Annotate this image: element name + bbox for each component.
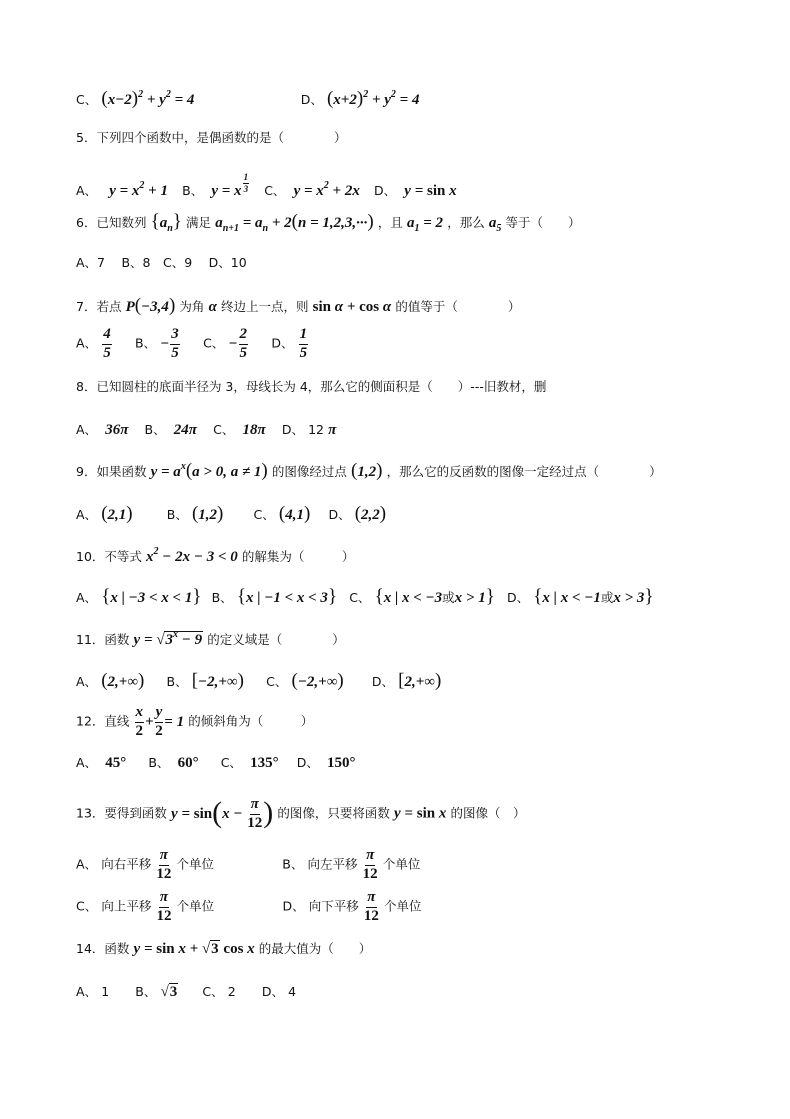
q7-text-4: 的值等于（ ） — [395, 299, 521, 314]
q13-text-1: 13．要得到函数 — [76, 805, 167, 821]
q7-d-label: D、 — [271, 335, 294, 351]
q13-options-cd — [76, 890, 422, 925]
q7-text-3: 终边上一点，则 — [221, 299, 309, 314]
q10-c-label: C、 — [349, 590, 371, 605]
q13-d-text: 向下平移 — [308, 898, 359, 914]
q7-alpha: α — [208, 299, 217, 315]
q12-line: $\frac{x}{2}$ + $\frac{y}{2}$ = 1 — [135, 704, 185, 739]
q13-d-frac: $\frac{\pi}{12}$ — [363, 889, 379, 924]
q7-text-2: 为角 — [179, 299, 205, 314]
q7-expr: sin α + cos α — [312, 299, 392, 315]
q8-d-val: 12 — [308, 422, 325, 437]
q6-text-4: ，那么 — [447, 215, 485, 230]
q13-c-frac: $\frac{\pi}{12}$ — [156, 889, 172, 924]
q10-c-val: {x | x < −3或x > 1} — [374, 586, 495, 607]
q6-text-3: ，且 — [377, 215, 403, 230]
q4-option-d-label: D、 — [300, 92, 323, 107]
q10-text-1: 10．不等式 — [76, 549, 142, 564]
q7-point: P(−3,4) — [125, 295, 176, 316]
q13-stem — [76, 797, 526, 832]
q6-options — [76, 257, 247, 270]
q9-c-val: (4,1) — [278, 503, 311, 524]
q7-b-label: B、 — [134, 335, 157, 351]
q13-b-label: B、 — [282, 856, 304, 872]
q8-b-val: 24π — [173, 422, 197, 438]
q6-text-5: 等于（ ） — [505, 215, 581, 230]
q6-stem — [76, 212, 581, 234]
q7-c-val: − $\frac{2}{5}$ — [228, 326, 248, 361]
q5-c-formula: $y = x^2 + 2x$ — [293, 180, 360, 200]
q12-text-1: 12．直线 — [76, 713, 130, 729]
q13-options-ab — [76, 848, 420, 883]
q9-text-2: 的图像经过点 — [271, 464, 347, 479]
q9-d-val: (2,2) — [354, 503, 387, 524]
q10-b-val: {x | −1 < x < 3} — [236, 586, 338, 607]
q11-text-2: 的定义域是（ ） — [207, 632, 345, 647]
q13-d-unit: 个单位 — [384, 898, 422, 914]
q13-base-function: y = sin x — [394, 805, 447, 822]
q5-d-formula: y = sin x — [404, 183, 457, 200]
q11-options — [76, 671, 441, 690]
q7-c-label: C、 — [203, 335, 225, 351]
q8-c-val: 18π — [242, 422, 266, 438]
q10-b-label: B、 — [211, 590, 233, 605]
q13-a-unit: 个单位 — [176, 856, 215, 872]
q10-a-val: {x | −3 < x < 1} — [101, 586, 202, 607]
q8-a-val: 36π — [105, 422, 129, 438]
q12-stem — [76, 705, 313, 740]
q8-text: 8．已知圆柱的底面半径为 3，母线长为 4，那么它的侧面积是（ ）---旧教材，删 — [76, 379, 547, 394]
q14-a-val: 1 — [101, 984, 110, 999]
q11-b-val: [−2,+∞) — [191, 670, 244, 691]
q11-b-label: B、 — [166, 674, 188, 689]
q11-stem — [76, 630, 345, 648]
q9-function: $y = a^x(a > 0$, a ≠ 1) — [150, 460, 268, 481]
q8-options — [76, 423, 336, 438]
q9-a-val: (2,1) — [101, 503, 133, 524]
q7-b-val: − $\frac{3}{5}$ — [160, 326, 179, 361]
q6-recurrence: $a_{n+1} = a_n + 2(n = 1,2,3,\cdot\cdot\cdot)$ — [215, 211, 374, 234]
q13-c-unit: 个单位 — [176, 898, 215, 914]
q9-text-1: 9．如果函数 — [76, 464, 147, 479]
q8-a-label: A、 — [76, 422, 98, 437]
q13-target-function: y = sin(x − $\frac{\pi}{12}$ ) — [171, 795, 274, 831]
q5-c-label: C、 — [264, 183, 286, 199]
q14-function: y = sin x + √3 cos x — [133, 941, 255, 957]
q11-d-val: [2,+∞) — [398, 670, 442, 691]
q13-text-3: 的图像（ ） — [450, 805, 526, 821]
q14-text-2: 的最大值为（ ） — [258, 941, 372, 956]
q4-option-c-label: C、 — [76, 92, 98, 107]
q14-b-val: √3 — [160, 984, 178, 1000]
q7-text-1: 7．若点 — [76, 299, 122, 314]
q12-d-label: D、 — [296, 755, 319, 770]
q6-seq: $\{a_n\}$ — [150, 211, 182, 234]
q13-a-frac: $\frac{\pi}{12}$ — [156, 847, 172, 882]
q14-c-label: C、 — [202, 984, 224, 999]
q9-a-label: A、 — [76, 507, 98, 522]
q14-text-1: 14．函数 — [76, 941, 130, 956]
q9-options — [76, 504, 386, 523]
q13-b-unit: 个单位 — [382, 856, 421, 872]
q10-d-val: {x | x < −1或x > 3} — [533, 586, 654, 607]
q12-c-label: C、 — [220, 755, 242, 770]
q6-a5: $a_5$ — [488, 215, 502, 234]
q10-stem — [76, 547, 354, 565]
q7-a-val: $\frac{4}{5}$ — [103, 326, 111, 361]
q10-options — [76, 587, 654, 606]
q11-a-val: (2,+∞) — [101, 670, 145, 691]
q14-d-val: 4 — [288, 984, 297, 999]
q13-c-label: C、 — [76, 898, 98, 914]
q7-a-label: A、 — [76, 335, 98, 351]
q6-options-text: A、7 B、8 C、9 D、10 — [76, 255, 247, 270]
q9-point: (1,2) — [351, 460, 383, 481]
q12-text-2: 的倾斜角为（ ） — [188, 713, 314, 729]
q12-a-val: 45° — [105, 755, 127, 771]
q4-option-d-formula: $(x+2)^2 + y^2 = 4$ — [326, 88, 420, 109]
q9-b-val: (1,2) — [191, 503, 224, 524]
q13-c-text: 向上平移 — [101, 898, 152, 914]
q8-stem — [76, 381, 546, 394]
q11-c-val: (−2,+∞) — [291, 670, 344, 691]
q13-b-text: 向左平移 — [307, 856, 358, 872]
q13-b-frac: $\frac{\pi}{12}$ — [362, 847, 378, 882]
q5-text: 5．下列四个函数中，是偶函数的是（ ） — [76, 130, 347, 145]
q13-a-label: A、 — [76, 856, 98, 872]
q10-d-label: D、 — [507, 590, 530, 605]
q5-options — [76, 173, 457, 199]
q9-b-label: B、 — [166, 507, 188, 522]
q11-a-label: A、 — [76, 674, 98, 689]
q5-a-formula: $y = x^2 + 1$ — [109, 180, 168, 200]
q9-c-label: C、 — [253, 507, 275, 522]
q12-b-label: B、 — [148, 755, 170, 770]
q9-stem — [76, 461, 662, 480]
q4-option-c-formula: $(x-2)^2 + y^2 = 4$ — [101, 88, 195, 109]
q9-d-label: D、 — [328, 507, 351, 522]
q6-text-1: 6．已知数列 — [76, 215, 147, 230]
q13-text-2: 的图像，只要将函数 — [277, 805, 390, 821]
q12-d-val: 150° — [327, 755, 356, 771]
q12-a-label: A、 — [76, 755, 98, 770]
q11-c-label: C、 — [266, 674, 288, 689]
q13-d-label: D、 — [282, 898, 305, 914]
q11-d-label: D、 — [371, 674, 395, 689]
q8-b-label: B、 — [144, 422, 166, 437]
q14-stem — [76, 942, 371, 957]
q8-d-label: D、 — [281, 422, 304, 437]
q6-text-2: 满足 — [186, 215, 212, 230]
q14-b-label: B、 — [135, 984, 157, 999]
q8-d-pi: π — [328, 422, 337, 438]
q7-stem — [76, 296, 520, 315]
q14-a-label: A、 — [76, 984, 98, 999]
q10-text-2: 的解集为（ ） — [241, 549, 355, 564]
q14-c-val: 2 — [227, 984, 236, 999]
q12-options — [76, 756, 356, 771]
q12-c-val: 135° — [250, 755, 279, 771]
q13-a-text: 向右平移 — [101, 856, 152, 872]
q14-options — [76, 985, 296, 1000]
q5-d-label: D、 — [374, 183, 397, 199]
q5-b-label: B、 — [182, 183, 204, 199]
q7-options — [76, 327, 309, 362]
q4-options — [76, 89, 419, 108]
q8-c-label: C、 — [213, 422, 235, 437]
q10-a-label: A、 — [76, 590, 98, 605]
q5-b-formula: y = x $^{\frac{1}{3}}$ — [211, 172, 249, 200]
q14-d-label: D、 — [261, 984, 284, 999]
q5-stem — [76, 132, 346, 145]
q5-a-label: A、 — [76, 183, 98, 199]
q10-ineq: $x^2 - 2x - 3 < 0$ — [146, 546, 238, 565]
q6-a1: $a_1 = 2$ — [407, 215, 444, 234]
q7-d-val: $\frac{1}{5}$ — [299, 326, 308, 361]
q11-text-1: 11．函数 — [76, 632, 130, 647]
q12-b-val: 60° — [177, 755, 199, 771]
q11-function: $y = √3^x - 9$ — [133, 629, 203, 648]
q9-text-3: ，那么它的反函数的图像一定经过点（ ） — [386, 464, 662, 479]
